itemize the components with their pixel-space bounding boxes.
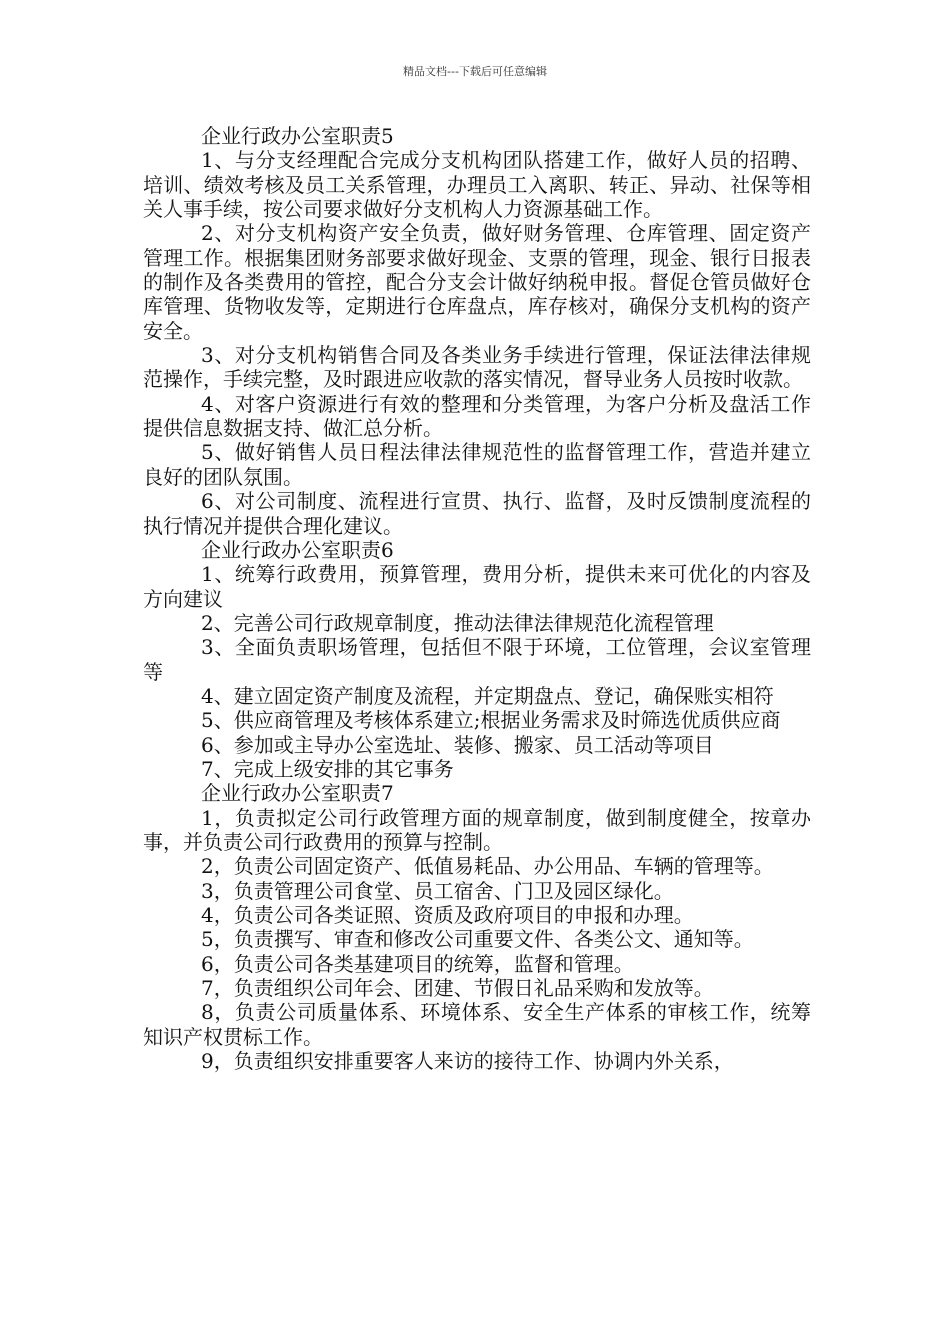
paragraph: 5、供应商管理及考核体系建立;根据业务需求及时筛选优质供应商 [201,708,781,733]
section-heading: 企业行政办公室职责5 [201,124,394,148]
paragraph: 2、对分支机构资产安全负责，做好财务管理、仓库管理、固定资产管理工作。根据集团财务部要求做好现金、支票的管理，现金、银行日报表的制作及各类费用的管控，配合分支会计做好纳税申报。督促仓管员做好仓库管理、货物收发等，定期进行仓库盘点，库存核对，确保分支机构的资产安全。 [143,221,811,343]
paragraph: 7、完成上级安排的其它事务 [201,756,454,781]
paragraph: 3，负责管理公司食堂、员工宿舍、门卫及园区绿化。 [201,878,674,903]
page-header: 精品文档---下载后可任意编辑 [403,65,547,78]
paragraph: 6、参加或主导办公室选址、装修、搬家、员工活动等项目 [201,732,714,757]
paragraph: 1、与分支经理配合完成分支机构团队搭建工作，做好人员的招聘、培训、绩效考核及员工关系管理，办理员工入离职、转正、异动、社保等相关人事手续，按公司要求做好分支机构人力资源基础工作。 [143,148,811,222]
paragraph: 5、做好销售人员日程法律法律规范性的监督管理工作，营造并建立良好的团队氛围。 [143,440,811,489]
paragraph: 8，负责公司质量体系、环境体系、安全生产体系的审核工作，统筹知识产权贯标工作。 [143,1000,811,1049]
section-heading: 企业行政办公室职责6 [201,537,394,562]
paragraph: 6、对公司制度、流程进行宣贯、执行、监督，及时反馈制度流程的执行情况并提供合理化建议。 [143,489,811,538]
paragraph: 3、对分支机构销售合同及各类业务手续进行管理，保证法律法律规范操作，手续完整，及时跟进应收款的落实情况，督导业务人员按时收款。 [143,343,811,392]
document-body [143,124,811,1073]
paragraph: 2、完善公司行政规章制度，推动法律法律规范化流程管理 [201,610,714,635]
paragraph: 5，负责撰写、审查和修改公司重要文件、各类公文、通知等。 [201,927,754,952]
paragraph: 2，负责公司固定资产、低值易耗品、办公用品、车辆的管理等。 [201,854,774,879]
paragraph: 4、建立固定资产制度及流程，并定期盘点、登记，确保账实相符 [201,683,774,708]
paragraph: 3、全面负责职场管理，包括但不限于环境，工位管理，会议室管理等 [143,635,811,684]
paragraph: 7，负责组织公司年会、团建、节假日礼品采购和发放等。 [201,976,714,1001]
section-heading: 企业行政办公室职责7 [201,781,394,806]
paragraph: 4、对客户资源进行有效的整理和分类管理，为客户分析及盘活工作提供信息数据支持、做汇总分析。 [143,391,811,441]
paragraph: 9，负责组织安排重要客人来访的接待工作、协调内外关系， [201,1049,734,1074]
paragraph: 6，负责公司各类基建项目的统筹，监督和管理。 [201,951,634,976]
paragraph: 1、统筹行政费用，预算管理，费用分析，提供未来可优化的内容及方向建议 [143,562,811,611]
paragraph: 1，负责拟定公司行政管理方面的规章制度，做到制度健全，按章办事，并负责公司行政费用的预算与控制。 [143,805,811,854]
paragraph: 4，负责公司各类证照、资质及政府项目的申报和办理。 [201,903,694,927]
